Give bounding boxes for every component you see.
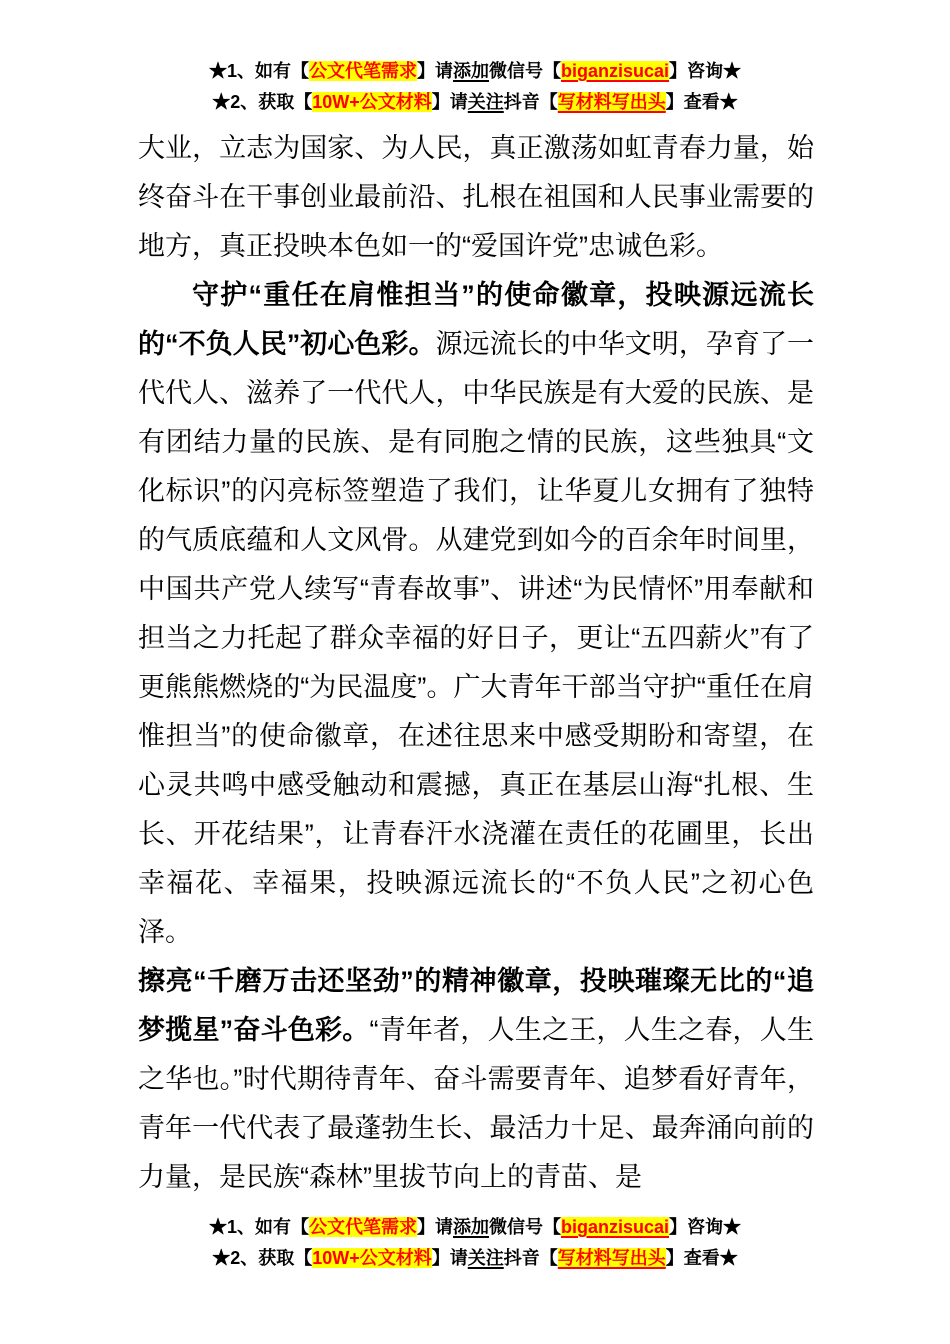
ad-text: 】查看★	[665, 92, 738, 112]
ad-text: 】请	[416, 1217, 453, 1237]
ad-text: 微信号【	[488, 61, 561, 81]
ad-text: 】请	[431, 92, 468, 112]
ad-text: 微信号【	[488, 1217, 561, 1237]
ad-text: 抖音【	[503, 92, 558, 112]
body-paragraph	[138, 271, 814, 957]
ad-text: 关注	[467, 1248, 504, 1268]
body-paragraph	[138, 957, 814, 1202]
page-footer-ad	[0, 1212, 950, 1274]
ad-text: ★2、获取【	[212, 1248, 313, 1268]
body-paragraph	[138, 124, 814, 271]
highlighted-ad-text: 写材料写出头	[557, 1248, 666, 1268]
ad-text: 】咨询★	[669, 61, 742, 81]
ad-line	[0, 1212, 950, 1243]
highlighted-ad-text: biganzisucai	[560, 1217, 670, 1237]
highlighted-ad-text: 写材料写出头	[557, 92, 666, 112]
ad-text: 】请	[416, 61, 453, 81]
ad-text: 添加	[452, 1217, 489, 1237]
paragraph-text: “青年者，人生之王，人生之春，人生之华也。”时代期待青年、奋斗需要青年、追梦看好青年，青年一代代表了最蓬勃生长、最活力十足、最奔涌向前的力量，是民族“森林”里拔节向上的青苗、是	[138, 1015, 814, 1192]
ad-text: 】咨询★	[669, 1217, 742, 1237]
highlighted-ad-text: 10W+公文材料	[312, 92, 432, 112]
ad-text: 】查看★	[665, 1248, 738, 1268]
page-header-ad	[0, 56, 950, 118]
paragraph-lead-bold-text: 守护“重任在肩惟担当”的使命徽章，投映源远流长的“不负人民”初心色彩。	[138, 280, 814, 359]
highlighted-ad-text: 公文代笔需求	[308, 61, 417, 81]
highlighted-ad-text: 公文代笔需求	[308, 1217, 417, 1237]
ad-line	[0, 87, 950, 118]
ad-text: 抖音【	[503, 1248, 558, 1268]
ad-line	[0, 1243, 950, 1274]
ad-text: ★1、如有【	[208, 61, 309, 81]
ad-text: 】请	[431, 1248, 468, 1268]
document-body	[138, 124, 814, 1202]
ad-text: ★2、获取【	[212, 92, 313, 112]
ad-text: 添加	[452, 61, 489, 81]
ad-text: ★1、如有【	[208, 1217, 309, 1237]
ad-line	[0, 56, 950, 87]
highlighted-ad-text: biganzisucai	[560, 61, 670, 81]
paragraph-text: 大业，立志为国家、为人民，真正激荡如虹青春力量，始终奋斗在干事创业最前沿、扎根在祖国和人民事业需要的地方，真正投映本色如一的“爱国许党”忠诚色彩。	[138, 133, 814, 261]
paragraph-text: 源远流长的中华文明，孕育了一代代人、滋养了一代代人，中华民族是有大爱的民族、是有团结力量的民族、是有同胞之情的民族，这些独具“文化标识”的闪亮标签塑造了我们，让华夏儿女拥有了独特的气质底蕴和人文风骨。从建党到如今的百余年时间里，中国共产党人续写“青春故事”、讲述“为民情怀”用奉献和担当之力托起了群众幸福的好日子，更让“五四薪火”有了更熊熊燃烧的“为民温度”。广大青年干部当守护“重任在肩惟担当”的使命徽章，在述往思来中感受期盼和寄望，在心灵共鸣中感受触动和震撼，真正在基层山海“扎根、生长、开花结果”，让青春汗水浇灌在责任的花圃里，长出幸福花、幸福果，投映源远流长的“不负人民”之初心色泽。	[138, 329, 815, 947]
ad-text: 关注	[467, 92, 504, 112]
paragraph-lead-bold-text: 擦亮“千磨万击还坚劲”的精神徽章，投映璀璨无比的“追梦揽星”奋斗色彩。	[138, 966, 814, 1045]
highlighted-ad-text: 10W+公文材料	[312, 1248, 432, 1268]
